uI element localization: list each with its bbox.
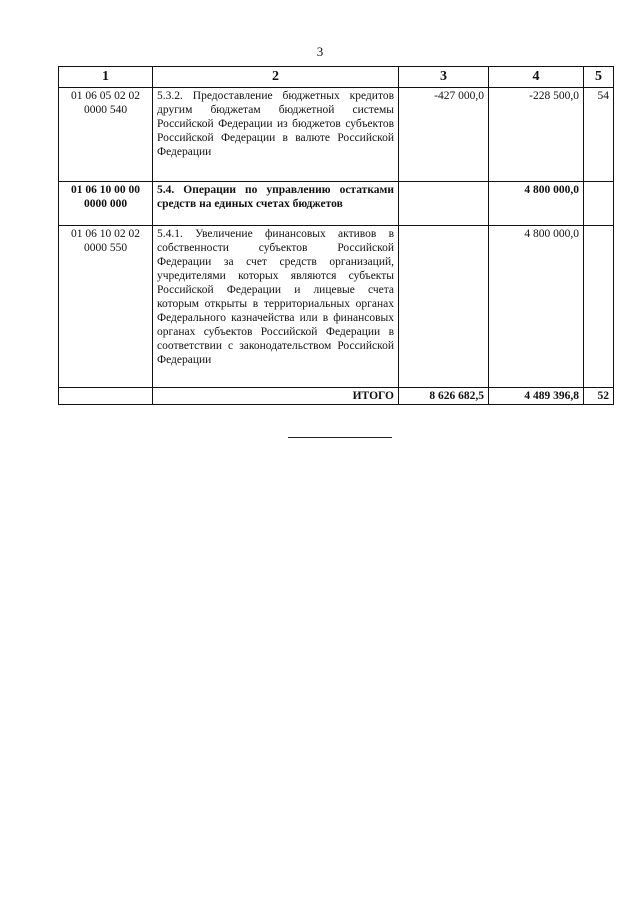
row-name: 5.3.2. Предоставление бюджетных кредитов другим бюджетам бюджетной системы Российской Федерации из бюджетов субъектов Российской Федерации в валюте Российской Федерации	[153, 88, 399, 182]
budget-table	[58, 66, 614, 405]
table-row	[59, 226, 614, 388]
column-header-1: 1	[59, 67, 153, 88]
table-header-row	[59, 67, 614, 88]
table-row	[59, 182, 614, 226]
column-header-2: 2	[153, 67, 399, 88]
total-row	[59, 388, 614, 405]
row-col5: 54	[584, 88, 614, 182]
row-col4: 4 800 000,0	[489, 226, 584, 388]
row-col5	[584, 226, 614, 388]
total-col4: 4 489 396,8	[489, 388, 584, 405]
row-col4: 4 800 000,0	[489, 182, 584, 226]
row-col3: -427 000,0	[399, 88, 489, 182]
row-col4: -228 500,0	[489, 88, 584, 182]
row-col5	[584, 182, 614, 226]
row-name: 5.4. Операции по управлению остатками средств на единых счетах бюджетов	[153, 182, 399, 226]
row-col3	[399, 226, 489, 388]
row-code: 01 06 05 02 02 0000 540	[59, 88, 153, 182]
row-name: 5.4.1. Увеличение финансовых активов в собственности субъектов Российской Федерации за счет средств организаций, учредителями которых являются субъекты Российской Федерации и лицевые счета которым открыты в территориальных органах Федерального казначейства или в финансовых органах субъектов Российской Федерации в соответствии с законодательством Российской Федерации	[153, 226, 399, 388]
total-col3: 8 626 682,5	[399, 388, 489, 405]
total-col5: 52	[584, 388, 614, 405]
column-header-4: 4	[489, 67, 584, 88]
column-header-5: 5	[584, 67, 614, 88]
row-col3	[399, 182, 489, 226]
row-code: 01 06 10 00 00 0000 000	[59, 182, 153, 226]
divider-line	[288, 437, 392, 438]
row-code: 01 06 10 02 02 0000 550	[59, 226, 153, 388]
table-row	[59, 88, 614, 182]
page-number: 3	[316, 44, 324, 59]
total-label: ИТОГО	[153, 388, 399, 405]
total-empty-cell	[59, 388, 153, 405]
column-header-3: 3	[399, 67, 489, 88]
